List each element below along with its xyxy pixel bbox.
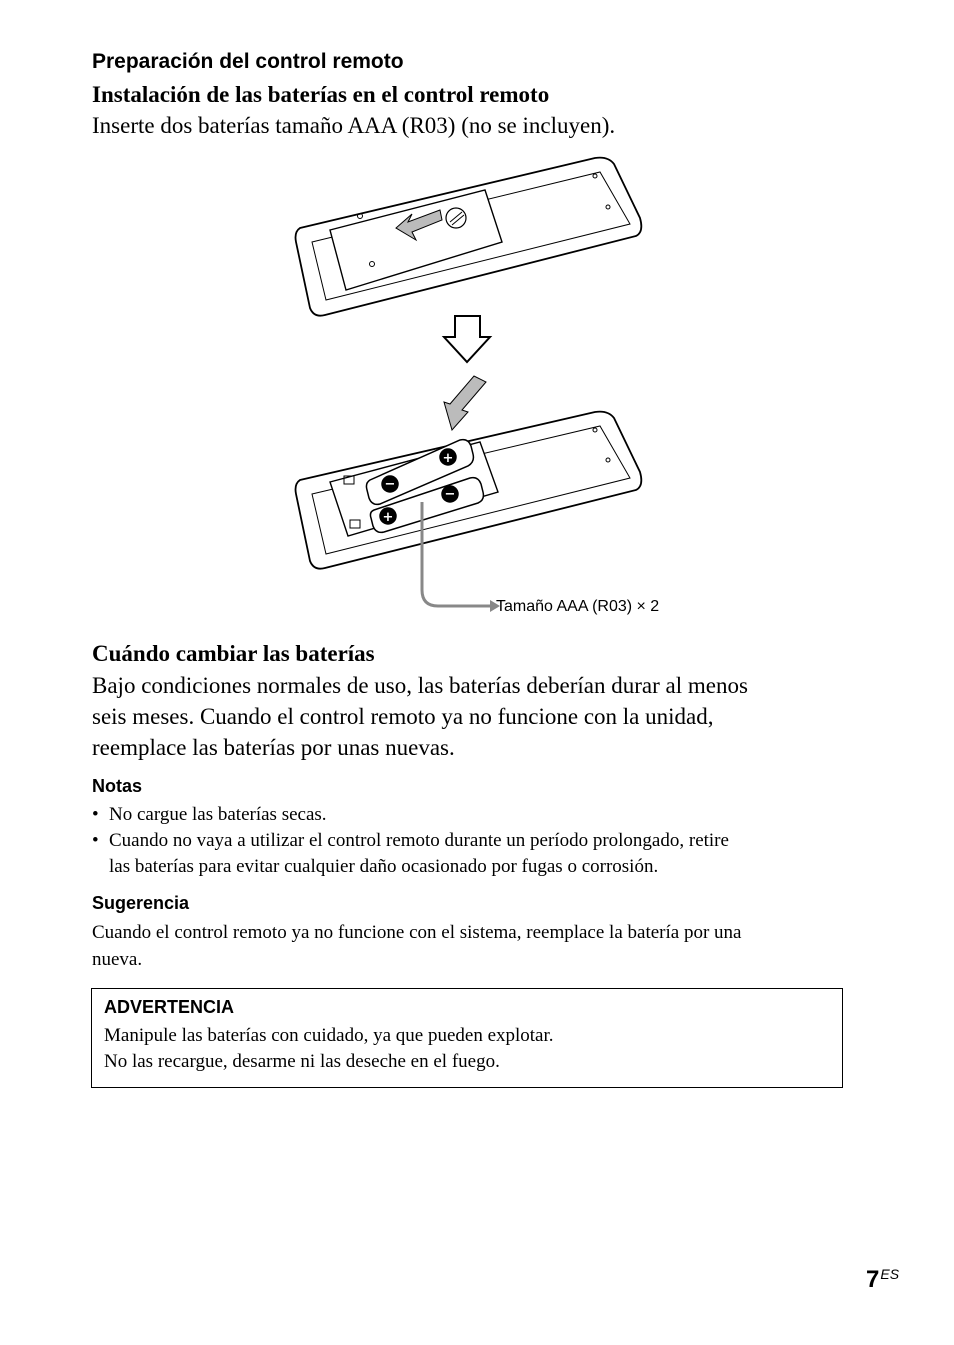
page-language-suffix: ES — [880, 1266, 900, 1282]
note-line: No cargue las baterías secas. — [109, 804, 327, 825]
note-line: Cuando no vaya a utilizar el control remoto durante un período prolongado, retire — [109, 830, 729, 851]
remote-closed-icon — [296, 158, 642, 316]
page-number — [866, 1266, 899, 1294]
install-heading: Instalación de las baterías en el control remoto — [92, 82, 550, 107]
bullet-icon: • — [92, 804, 99, 825]
tip-line: Cuando el control remoto ya no funcione con el sistema, reemplace la batería por una — [92, 922, 742, 943]
section-title: Preparación del control remoto — [92, 50, 404, 73]
list-item — [92, 828, 852, 880]
warning-text — [104, 1023, 554, 1075]
list-item — [92, 802, 852, 828]
page-number-value: 7 — [866, 1266, 880, 1293]
install-text: Inserte dos baterías tamaño AAA (R03) (no se incluyen). — [92, 113, 616, 138]
warning-box — [91, 988, 843, 1088]
notes-list — [92, 802, 852, 880]
note-line: las baterías para evitar cualquier daño ocasionado por fugas o corrosión. — [109, 856, 659, 877]
replace-text — [92, 670, 748, 763]
bullet-icon: • — [92, 830, 99, 851]
svg-text:−: − — [384, 477, 396, 492]
notes-heading: Notas — [92, 776, 143, 796]
warning-heading: ADVERTENCIA — [104, 997, 235, 1017]
tip-text — [92, 919, 852, 973]
tip-heading: Sugerencia — [92, 893, 190, 913]
replace-line: seis meses. Cuando el control remoto ya no funcione con la unidad, — [92, 704, 714, 729]
down-arrow-icon — [444, 316, 490, 362]
replace-heading: Cuándo cambiar las baterías — [92, 641, 375, 666]
tip-line: nueva. — [92, 949, 143, 970]
replace-line: reemplace las baterías por unas nuevas. — [92, 735, 455, 760]
svg-text:+: + — [442, 451, 454, 466]
replace-line: Bajo condiciones normales de uso, las baterías deberían durar al menos — [92, 673, 748, 698]
battery-installation-figure — [290, 150, 710, 625]
insert-arrow-icon — [444, 376, 486, 430]
remote-control-illustration — [290, 150, 710, 620]
svg-text:+: + — [382, 510, 394, 525]
warning-line: Manipule las baterías con cuidado, ya que pueden explotar. — [104, 1025, 554, 1046]
warning-line: No las recargue, desarme ni las deseche en el fuego. — [104, 1051, 500, 1072]
svg-text:−: − — [444, 487, 456, 502]
callout-label: Tamaño AAA (R03) × 2 — [496, 598, 660, 615]
